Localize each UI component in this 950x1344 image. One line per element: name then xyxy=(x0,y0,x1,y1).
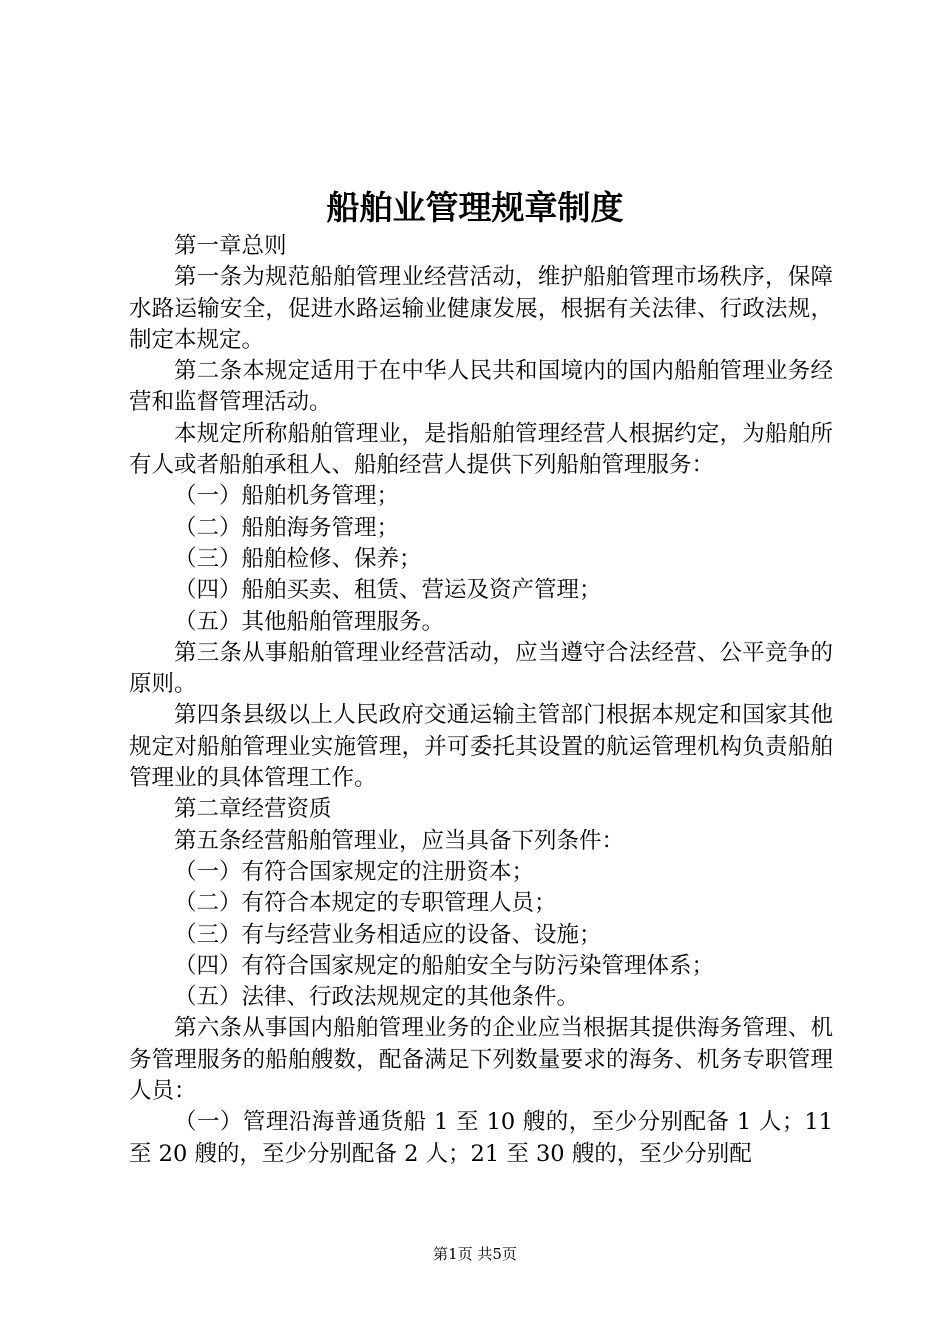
article-paragraph: 第三条从事船舶管理业经营活动，应当遵守合法经营、公平竞争的原则。 xyxy=(129,639,833,698)
document-body xyxy=(129,231,833,1170)
article-paragraph: 第五条经营船舶管理业，应当具备下列条件： xyxy=(174,827,625,854)
article-paragraph: 第一条为规范船舶管理业经营活动，维护船舶管理市场秩序，保障水路运输安全，促进水路运输业健康发展，根据有关法律、行政法规，制定本规定。 xyxy=(129,264,833,353)
list-item: （一）管理沿海普通货船 1 至 10 艘的，至少分别配备 1 人；11 至 20 艘的，至少分别配备 2 人；21 至 30 艘的，至少分别配 xyxy=(129,1109,833,1167)
list-item: （一）有符合国家规定的注册资本； xyxy=(174,858,535,885)
list-item: （二）有符合本规定的专职管理人员； xyxy=(174,890,557,917)
list-item: （三）船舶检修、保养； xyxy=(174,545,422,572)
chapter-heading: 第二章经营资质 xyxy=(174,796,332,823)
list-item: （五）其他船舶管理服务。 xyxy=(174,608,445,635)
list-item: （四）有符合国家规定的船舶安全与防污染管理体系； xyxy=(174,952,715,979)
article-paragraph: 第四条县级以上人民政府交通运输主管部门根据本规定和国家其他规定对船舶管理业实施管理，并可委托其设置的航运管理机构负责船舶管理业的具体管理工作。 xyxy=(129,702,833,792)
list-item: （四）船舶买卖、租赁、营运及资产管理； xyxy=(174,577,602,604)
list-item: （一）船舶机务管理； xyxy=(174,483,400,510)
document-title: 船舶业管理规章制度 xyxy=(326,188,624,227)
chapter-heading: 第一章总则 xyxy=(174,233,287,259)
list-item: （三）有与经营业务相适应的设备、设施； xyxy=(174,921,602,948)
article-paragraph: 第六条从事国内船舶管理业务的企业应当根据其提供海务管理、机务管理服务的船舶艘数，配备满足下列数量要求的海务、机务专职管理人员： xyxy=(129,1015,833,1105)
page-footer: 第1页 共5页 xyxy=(433,1245,517,1263)
list-item: （五）法律、行政法规规定的其他条件。 xyxy=(174,984,580,1011)
article-paragraph: 本规定所称船舶管理业，是指船舶管理经营人根据约定，为船舶所有人或者船舶承租人、船舶经营人提供下列船舶管理服务： xyxy=(129,420,833,479)
list-item: （二）船舶海务管理； xyxy=(174,514,400,541)
article-paragraph: 第二条本规定适用于在中华人民共和国境内的国内船舶管理业务经营和监督管理活动。 xyxy=(129,358,833,416)
